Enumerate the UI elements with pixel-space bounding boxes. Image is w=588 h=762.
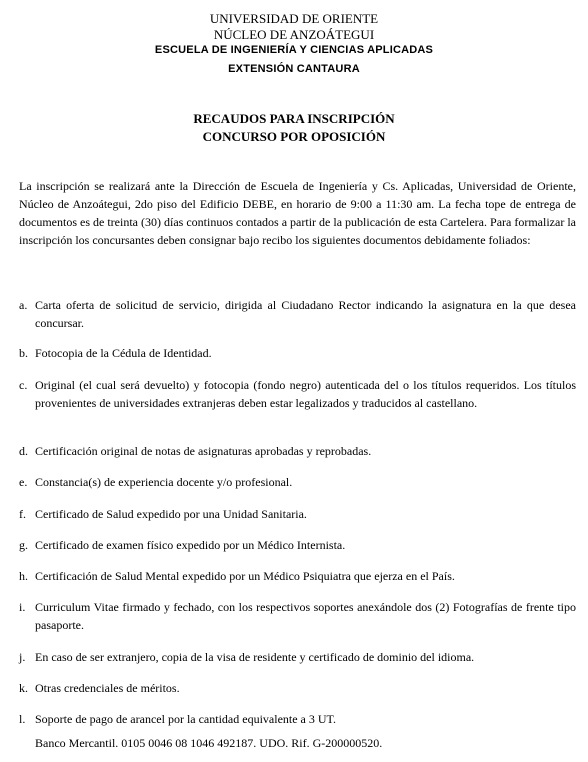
list-item xyxy=(19,473,576,491)
list-item xyxy=(19,296,576,332)
list-item-marker: i. xyxy=(19,600,26,614)
list-item xyxy=(19,442,576,460)
intro-paragraph: La inscripción se realizará ante la Dirección de Escuela de Ingeniería y Cs. Aplicadas, Universidad de Oriente, Núcleo de Anzoátegui, 2do piso del Edificio DEBE, en horario de 9:00 a 11:30 am. La fecha tope de entrega de documentos es de treinta (30) días continuos contados a partir de la publicación de esta Cartelera. Para formalizar la inscripción los concursantes deben consignar bajo recibo los siguientes documentos debidamente foliados: xyxy=(19,179,576,247)
list-item-marker: b. xyxy=(19,346,28,360)
list-item-marker: a. xyxy=(19,298,28,312)
list-item-marker: j. xyxy=(19,650,26,664)
list-item-marker: d. xyxy=(19,444,28,458)
list-item-text: Carta oferta de solicitud de servicio, dirigida al Ciudadano Rector indicando la asignatura en la que desea concursar. xyxy=(35,298,576,330)
list-item-text: Certificación de Salud Mental expedido por un Médico Psiquiatra que ejerza en el País. xyxy=(35,569,455,583)
document-title-line2: CONCURSO POR OPOSICIÓN xyxy=(202,129,386,144)
list-item xyxy=(19,679,576,697)
list-item-text: Certificado de examen físico expedido por un Médico Internista. xyxy=(35,538,346,552)
list-item-marker: h. xyxy=(19,569,28,583)
list-item xyxy=(19,376,576,412)
list-item-marker: f. xyxy=(19,507,26,521)
list-item-marker: g. xyxy=(19,538,28,552)
list-item-text: Otras credenciales de méritos. xyxy=(35,681,180,695)
list-item-text: Certificación original de notas de asignaturas aprobadas y reprobadas. xyxy=(35,444,372,458)
list-item-text: Certificado de Salud expedido por una Unidad Sanitaria. xyxy=(35,507,307,521)
extension-name: EXTENSIÓN CANTAURA xyxy=(228,63,360,75)
list-item xyxy=(19,536,576,554)
list-item xyxy=(19,648,576,666)
nucleus-name: NÚCLEO DE ANZOÁTEGUI xyxy=(213,27,375,42)
list-item xyxy=(19,344,576,362)
list-item-marker: c. xyxy=(19,378,28,392)
list-item-text: En caso de ser extranjero, copia de la visa de residente y certificado de dominio del idioma. xyxy=(35,650,475,664)
list-item xyxy=(19,710,576,728)
list-item-text: Fotocopia de la Cédula de Identidad. xyxy=(35,346,212,360)
list-item-marker: e. xyxy=(19,475,28,489)
school-name: ESCUELA DE INGENIERÍA Y CIENCIAS APLICADAS xyxy=(154,44,434,56)
list-item-text: Constancia(s) de experiencia docente y/o profesional. xyxy=(35,475,293,489)
bank-account-line: Banco Mercantil. 0105 0046 08 1046 492187. UDO. Rif. G-200000520. xyxy=(35,736,383,750)
list-item-text: Curriculum Vitae firmado y fechado, con los respectivos soportes anexándole dos (2) Fotografías de frente tipo pasaporte. xyxy=(35,600,576,632)
list-item-text: Original (el cual será devuelto) y fotocopia (fondo negro) autenticada del o los títulos requeridos. Los títulos provenientes de universidades extranjeras deben estar legalizados y traducidos al castellano. xyxy=(35,378,576,410)
list-item-marker: k. xyxy=(19,681,28,695)
list-item-marker: l. xyxy=(19,712,26,726)
list-item xyxy=(19,567,576,585)
list-item xyxy=(19,598,576,634)
list-item xyxy=(19,505,576,523)
list-item-text: Soporte de pago de arancel por la cantidad equivalente a 3 UT. xyxy=(35,712,336,726)
university-name: UNIVERSIDAD DE ORIENTE xyxy=(209,11,379,26)
document-title-line1: RECAUDOS PARA INSCRIPCIÓN xyxy=(193,111,395,126)
